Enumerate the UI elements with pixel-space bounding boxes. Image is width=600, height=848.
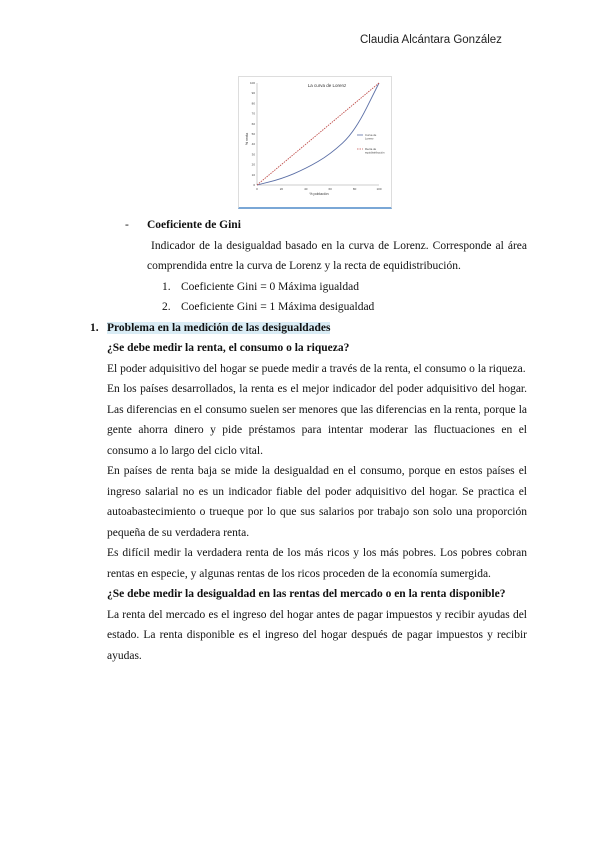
chart-y-tick-label: 70 — [251, 111, 255, 116]
chart-x-tick-label: 40 — [304, 187, 308, 191]
chart-x-axis-label: % población — [309, 192, 329, 196]
chart-x-tick-label: 100 — [376, 187, 382, 191]
paragraph: Es difícil medir la verdadera renta de los más ricos y los más pobres. Los pobres cobran rentas en especie, y algunas rentas de los ricos proceden de la economía sumergida. — [107, 547, 527, 580]
chart-y-tick-label: 10 — [251, 172, 255, 177]
lorenz-chart — [238, 76, 392, 209]
list-item-text: Coeficiente Gini = 0 Máxima igualdad — [181, 280, 359, 293]
list-item — [107, 277, 527, 298]
question-heading: ¿Se debe medir la desigualdad en las rentas del mercado o en la renta disponible? — [107, 588, 506, 600]
list-item-number: 1. — [162, 280, 171, 293]
chart-x-tick-label: 0 — [256, 187, 258, 191]
paragraph: La renta del mercado es el ingreso del hogar antes de pagar impuestos y recibir ayudas del estado. La renta disponible es el ingreso del hogar después de pagar impuestos y recibir ayudas. — [107, 608, 527, 662]
list-item-text: Coeficiente Gini = 1 Máxima desigualdad — [181, 301, 375, 313]
list-item-number: 2. — [162, 301, 171, 313]
document-body — [90, 215, 527, 666]
paragraph: En los países desarrollados, la renta es el mejor indicador del poder adquisitivo del hogar. Las diferencias en el consumo suelen ser menores que las diferencias en la renta, porque la gente ahorra dinero y pide préstamos para intentar moderar las fluctuaciones en el consumo a lo largo del ciclo vital. — [107, 383, 527, 457]
chart-y-tick-label: 80 — [251, 101, 255, 106]
chart-y-axis-label: % renta — [245, 132, 249, 146]
chart-y-tick-label: 90 — [251, 91, 255, 96]
chart-y-tick-label: 20 — [251, 162, 255, 167]
gini-description: Indicador de la desigualdad basado en la curva de Lorenz. Corresponde al área comprendida entre la curva de Lorenz y la recta de equidistribución. — [147, 239, 527, 272]
chart-y-tick-label: 50 — [251, 132, 255, 136]
list-item — [107, 297, 527, 318]
bullet-dash: - — [125, 219, 129, 231]
paragraph: El poder adquisitivo del hogar se puede medir a través de la renta, el consumo o la riqueza. — [107, 362, 526, 375]
paragraph: En países de renta baja se mide la desigualdad en el consumo, porque en estos países el ingreso salarial no es un indicador fiable del poder adquisitivo del hogar. Se practica el autoabastecimiento o trueque por lo que sus salarios por trabajo son solo una proporción pequeña de su verdadera renta. — [107, 465, 527, 539]
chart-x-tick-label: 60 — [328, 187, 332, 191]
chart-title: La curva de Lorenz — [307, 83, 347, 88]
gini-title: Coeficiente de Gini — [147, 219, 241, 231]
gini-heading — [107, 215, 527, 236]
chart-y-tick-label: 40 — [251, 142, 255, 147]
section-heading — [90, 318, 527, 339]
question-heading: ¿Se debe medir la renta, el consumo o la riqueza? — [107, 342, 350, 354]
chart-y-tick-label: 100 — [249, 81, 255, 85]
chart-y-tick-label: 0 — [253, 183, 255, 187]
chart-x-tick-label: 80 — [352, 187, 357, 191]
section-number: 1. — [90, 321, 99, 334]
chart-y-tick-label: 30 — [251, 152, 255, 157]
chart-y-tick-label: 60 — [251, 121, 255, 126]
chart-x-tick-label: 20 — [279, 187, 284, 191]
author-name: Claudia Alcántara González — [360, 34, 502, 46]
chart-legend-label: Recta de equidistribución — [365, 147, 385, 155]
lorenz-chart-svg — [239, 77, 391, 205]
chart-series-line — [257, 83, 379, 185]
chart-legend-label: Curva de Lorenz — [365, 133, 377, 141]
section-title: Problema en la medición de las desigualdades — [107, 321, 331, 334]
